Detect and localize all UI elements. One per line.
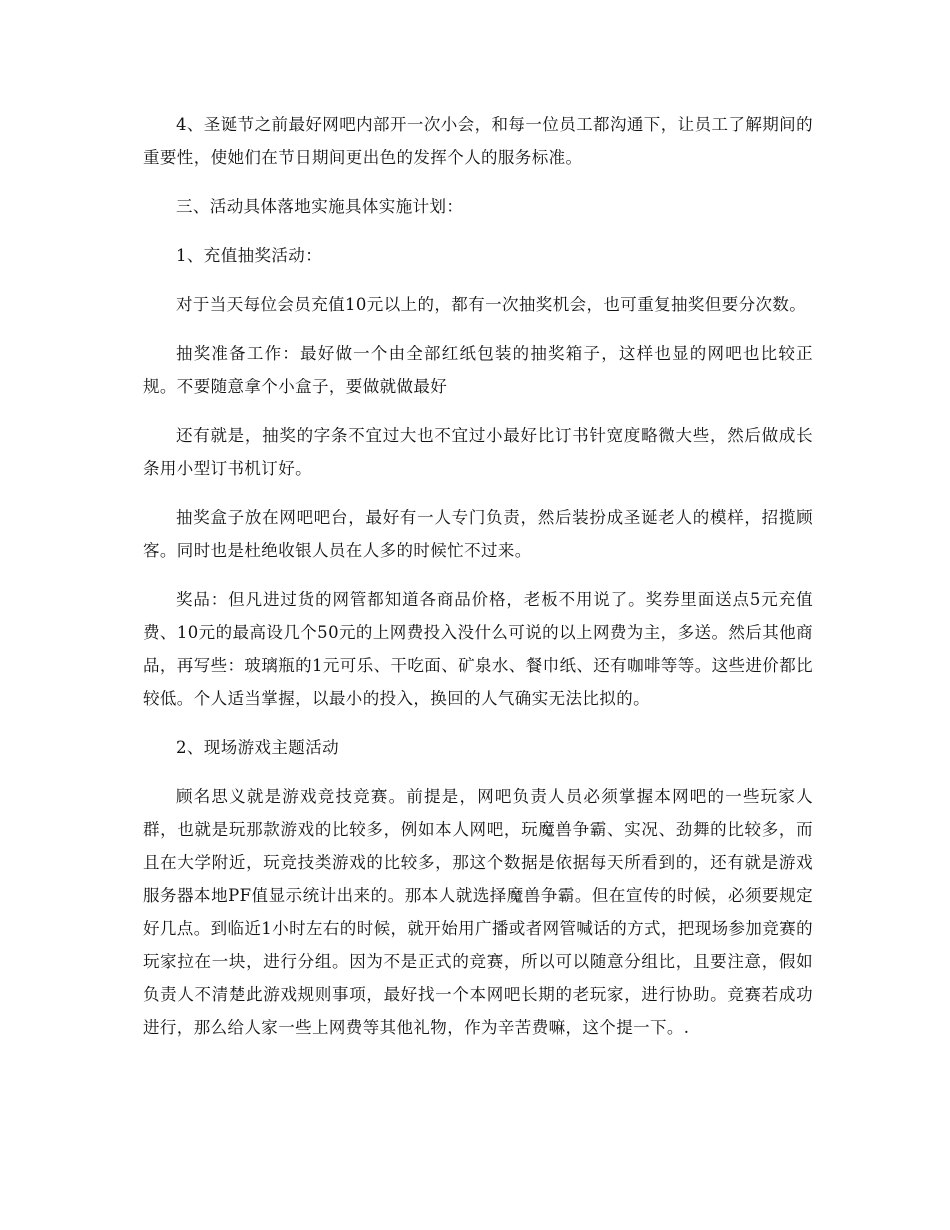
paragraph-lottery-preparation: 抽奖准备工作：最好做一个由全部红纸包装的抽奖箱子，这样也显的网吧也比较正规。不要随意拿个小盒子，要做就做最好 bbox=[143, 344, 813, 396]
paragraph-lottery-eligibility: 对于当天每位会员充值10元以上的，都有一次抽奖机会，也可重复抽奖但要分次数。 bbox=[176, 295, 807, 314]
section-heading-implementation-plan: 三、活动具体落地实施具体实施计划： bbox=[176, 197, 464, 216]
document-body bbox=[143, 108, 813, 1060]
paragraph-staff-meeting: 4、圣诞节之前最好网吧内部开一次小会，和每一位员工都沟通下，让员工了解期间的重要性，使她们在节日期间更出色的发挥个人的服务标准。 bbox=[143, 115, 813, 167]
paragraph-lottery-slips: 还有就是，抽奖的字条不宜过大也不宜过小最好比订书针宽度略微大些，然后做成长条用小型订书机订好。 bbox=[143, 426, 813, 478]
subheading-recharge-lottery: 1、充值抽奖活动： bbox=[176, 246, 323, 265]
paragraph-prizes: 奖品：但凡进过货的网管都知道各商品价格，老板不用说了。奖券里面送点5元充值费、10元的最高设几个50元的上网费投入没什么可说的以上网费为主，多送。然后其他商品，再写些：玻璃瓶的1元可乐、干吃面、矿泉水、餐巾纸、还有咖啡等等。这些进价都比较低。个人适当掌握，以最小的投入，换回的人气确实无法比拟的。 bbox=[143, 590, 813, 708]
paragraph-game-competition: 顾名思义就是游戏竞技竞赛。前提是，网吧负责人员必须掌握本网吧的一些玩家人群，也就是玩那款游戏的比较多，例如本人网吧，玩魔兽争霸、实况、劲舞的比较多，而且在大学附近，玩竞技类游戏的比较多，那这个数据是依据每天所看到的，还有就是游戏服务器本地PF值显示统计出来的。那本人就选择魔兽争霸。但在宣传的时候，必须要规定好几点。到临近1小时左右的时候，就开始用广播或者网管喊话的方式，把现场参加竞赛的玩家拉在一块，进行分组。因为不是正式的竞赛，所以可以随意分组比，且要注意，假如负责人不清楚此游戏规则事项，最好找一个本网吧长期的老玩家，进行协助。竞赛若成功进行，那么给人家一些上网费等其他礼物，作为辛苦费嘛，这个提一下。. bbox=[143, 787, 813, 1037]
paragraph-lottery-box: 抽奖盒子放在网吧吧台，最好有一人专门负责，然后装扮成圣诞老人的模样，招揽顾客。同时也是杜绝收银人员在人多的时候忙不过来。 bbox=[143, 508, 813, 560]
subheading-game-event: 2、现场游戏主题活动 bbox=[176, 738, 339, 757]
